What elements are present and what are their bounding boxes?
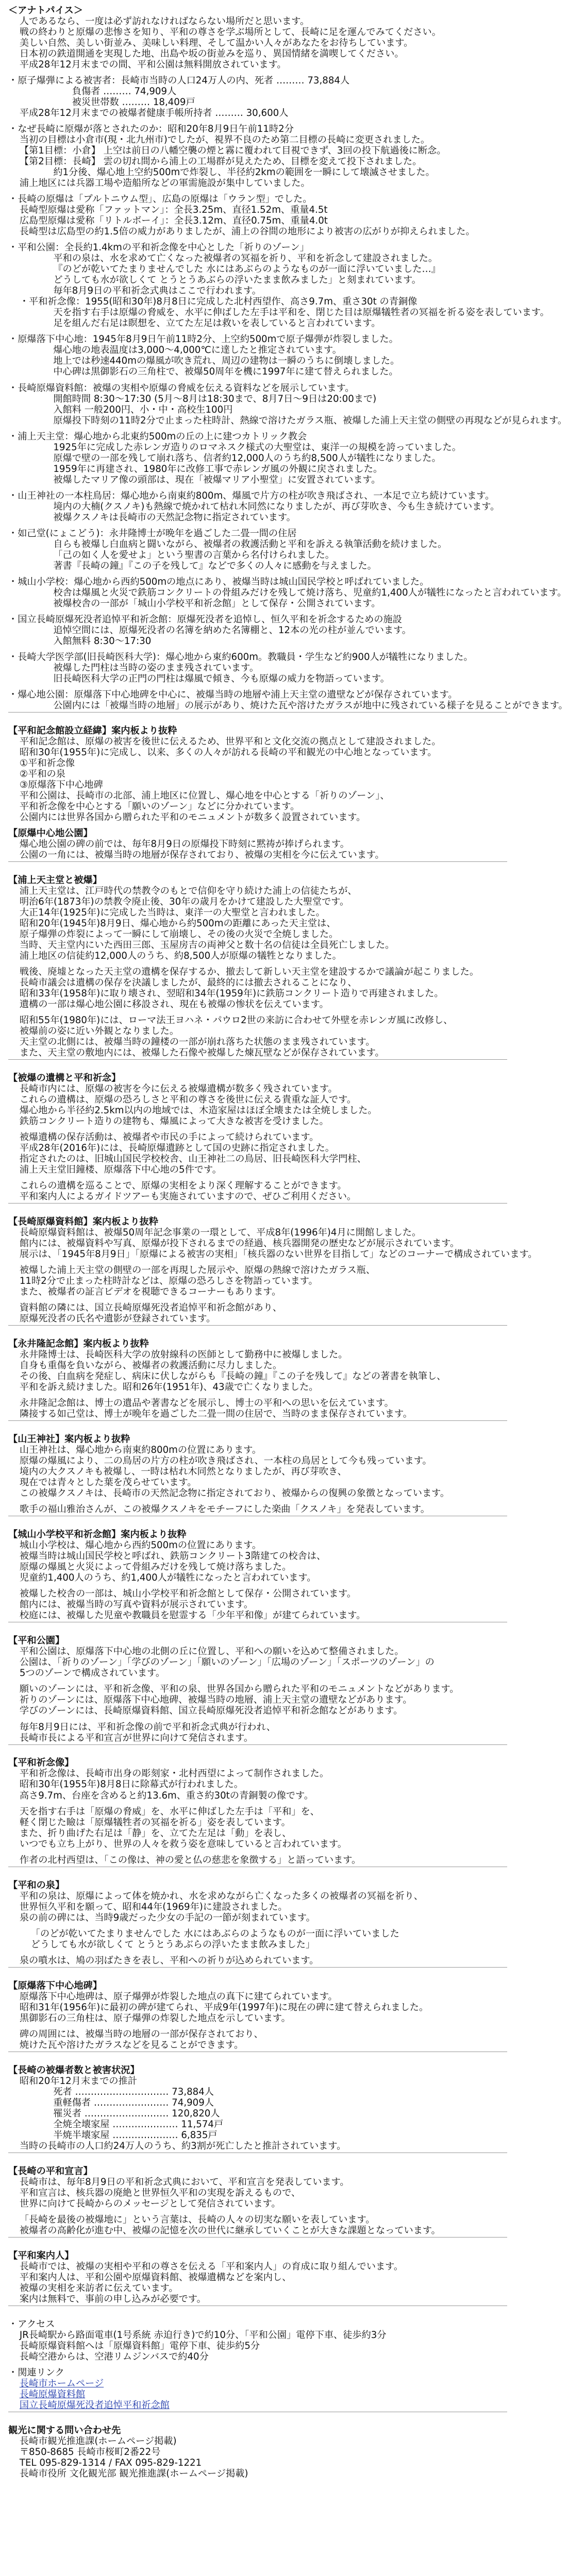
text-line: 地上では秒速440mの爆風が吹き荒れ、周辺の建物は一瞬のうちに倒壊しました。 <box>53 355 400 367</box>
text-line: 被爆クスノキは長崎市の天然記念物に指定されています。 <box>53 512 296 523</box>
section-divider <box>8 1059 507 1071</box>
section-divider <box>8 1516 507 1527</box>
text-line: どうしても水が欲しくて とうとうあぶらの浮いたまま飲みました」 <box>30 1939 315 1950</box>
section-heading: 【平和公園】 <box>8 1635 65 1647</box>
spacer <box>8 426 507 431</box>
text-line: ・国立長崎原爆死没者追悼平和祈念館：原爆死没者を追悼し、恒久平和を祈念するための施設 <box>8 614 402 625</box>
text-line: 長崎市長による平和宣言が世界に向けて発信されます。 <box>19 1732 254 1743</box>
text-line: 長崎市役所 文化観光部 観光推進課(ホームページ掲載) <box>19 2468 248 2479</box>
text-line: 永井隆記念館は、博士の遺品や著書などを展示し、博士の平和への思いを伝えています。 <box>19 1398 394 1409</box>
section-heading: 【平和記念館設立経緯】案内板より抜粋 <box>8 725 177 736</box>
text-line: ③原爆落下中心地碑 <box>19 779 103 790</box>
text-line: ・関連リンク <box>8 2367 64 2378</box>
text-line: 展示は、「1945年8月9日」「原爆による被害の実相」「核兵器のない世界を目指して」などのコーナーで構成されています。 <box>19 1249 538 1260</box>
text-line: 著書『長崎の鐘』『この子を残して』などで多くの人々に感動を与えました。 <box>53 560 377 571</box>
text-line: 願いのゾーンには、平和祈念像、平和の泉、世界各国から贈られた平和のモニュメントなどがあります。 <box>19 1684 459 1695</box>
text-line: 昭和20年(1945年)8月9日、爆心地から約500mの距離にあった天主堂は、 <box>19 918 336 929</box>
spacer <box>8 237 507 242</box>
text-line: 原子爆弾の炸裂によって一瞬にして崩壊し、その後の火災で全焼しました。 <box>19 929 339 940</box>
text-line: 昭和30年(1955年)8月8日に除幕式が行われました。 <box>19 1779 243 1790</box>
text-line: 中心碑は黒御影石の三角柱で、被爆50周年を機に1997年に建て替えられました。 <box>53 366 398 378</box>
text-line: ①平和祈念像 <box>19 757 75 769</box>
text-line: 1925年に完成した赤レンガ造りのロマネスク様式の大聖堂は、東洋一の規模を誇っていました。 <box>53 442 461 453</box>
text-line: これらの遺構を巡ることで、原爆の実相をより深く理解することができます。 <box>19 1180 347 1192</box>
text-line: 人であるなら、一度は必ず訪れなければならない場所だと思います。 <box>19 16 310 27</box>
text-line: また、折り曲げた右足は「静」を、立てた左足は「動」を表し、 <box>19 1827 292 1839</box>
spacer <box>8 329 507 334</box>
text-line: 美しい自然、美しい街並み、美味しい料理、そして温かい人々があなたをお待ちしています。 <box>19 38 413 49</box>
text-line: その後、白血病を発症し、病床に伏しながらも『長崎の鐘』『この子を残して』などの著書を執筆し、 <box>19 1371 446 1382</box>
section-heading: 【平和案内人】 <box>8 2250 74 2261</box>
text-line: 世界に向けて長崎からのメッセージとして発信されています。 <box>19 2198 281 2209</box>
text-line: 〒850-8685 長崎市桜町2番22号 <box>19 2446 161 2458</box>
section-divider <box>8 2052 507 2063</box>
text-line: 隣接する如己堂は、博士が晩年を過ごした二畳一間の住居で、当時のまま保存されています。 <box>19 1409 412 1420</box>
text-line: ・なぜ長崎に原爆が落とされたのか：昭和20年8月9日午前11時2分 <box>8 124 294 135</box>
text-line: 長崎原爆資料館は、被爆50周年記念事業の一環として、平成8年(1996年)4月に開館しました。 <box>19 1227 422 1239</box>
section-heading: 【平和の泉】 <box>8 1879 65 1891</box>
text-line: 平和案内人は、平和公園や原爆資料館、被爆遺構などを案内し、 <box>19 2272 292 2283</box>
text-line: 資料館の隣には、国立長崎原爆死没者追悼平和祈念館があり、 <box>19 1302 282 1314</box>
text-line: 被災世帯数 ……… 18,409戸 <box>72 97 195 108</box>
text-line: 広島型原爆は愛称「リトルボーイ」：全長3.12m、直径0.75m、重量4.0t <box>19 215 328 227</box>
text-line: 長崎市内には、原爆の被害を今に伝える被爆遺構が数多く残されています。 <box>19 1083 338 1095</box>
section-divider <box>8 2153 507 2164</box>
text-line: 平和祈念像を中心とする「願いのゾーン」などに分かれています。 <box>19 801 300 812</box>
spacer <box>8 1175 507 1180</box>
text-line: 軽く閉じた瞼は「原爆犠牲者の冥福を祈る」姿を表しています。 <box>19 1817 291 1828</box>
text-line: ・長崎の原爆は「プルトニウム型」、広島の原爆は「ウラン型」でした。 <box>8 194 312 205</box>
text-line: 昭和33年(1958年)に取り壊され、翌昭和34年(1959年)に鉄筋コンクリート造りで再建されました。 <box>19 988 444 999</box>
text-line: 旧長崎医科大学の正門の門柱は爆風で傾き、今も原爆の威力を物語っています。 <box>53 673 390 684</box>
spacer <box>8 1010 507 1015</box>
text-line: 5つのゾーンで構成されています。 <box>19 1668 165 1679</box>
spacer <box>8 1260 507 1265</box>
text-line: 1959年に再建され、1980年に改修工事で赤レンガ風の外観に戻されました。 <box>53 463 383 474</box>
spacer <box>8 961 507 967</box>
spacer <box>8 1950 507 1955</box>
text-line: 平成28年12月末までの間、平和公園は無料開放されています。 <box>19 59 287 71</box>
section-divider <box>8 712 507 723</box>
text-line: 山王神社は、爆心地から南東約800mの位置にあります。 <box>19 1445 262 1456</box>
text-line: 被爆の実相を来訪者に伝えています。 <box>19 2282 178 2294</box>
text-line: また、被爆者の証言ビデオを視聴できるコーナーもあります。 <box>19 1286 281 1298</box>
spacer <box>8 1923 507 1928</box>
text-line: 当時、天主堂内にいた西田三郎、玉屋房吉の両神父と数十名の信徒は全員死亡しました。 <box>19 940 395 951</box>
text-line: 鉄筋コンクリート造りの建物も、爆風によって大きな被害を受けました。 <box>19 1116 329 1127</box>
text-line: 死者 ………………………… 73,884人 <box>53 2086 214 2097</box>
text-line: 平成28年(2016年)には、長崎原爆遺跡として国の史跡に指定されました。 <box>19 1143 335 1154</box>
text-line: 長崎原爆資料館へは「原爆資料館」電停下車、徒歩約5分 <box>19 2340 260 2351</box>
spacer <box>8 485 507 490</box>
text-line: ・如己堂(にょこどう)：永井隆博士が晩年を過ごした二畳一間の住居 <box>8 528 297 539</box>
spacer <box>8 2209 507 2214</box>
text-line: 日本初の鉄道開通を実現した地、出島や坂の街並みを巡り、異国情緒を満喫してください。 <box>19 48 404 60</box>
section-divider <box>8 1325 507 1336</box>
text-line: 当初の目標は小倉市(現・北九州市)でしたが、視界不良のため第二目標の長崎に変更されました。 <box>19 134 430 146</box>
text-line: 天主堂の北側には、被爆当時の鐘楼の一部が崩れ落ちた状態のまま残されています。 <box>19 1037 375 1048</box>
text-line: 平成28年12月末までの被爆者健康手帳所持者 ……… 30,600人 <box>19 108 289 119</box>
text-line: 開館時間 8:30〜17:30 (5月〜8月は18:30まで、8月7日〜9日は20:00まで) <box>53 393 377 404</box>
text-line: 城山小学校は、爆心地から西約500mの位置にあります。 <box>19 1540 262 1551</box>
text-line: 浦上地区には兵器工場や造船所などの軍需施設が集中していました。 <box>19 178 310 189</box>
text-line: 被爆遺構の保存活動は、被爆者や市民の手によって続けられています。 <box>19 1132 319 1143</box>
section-heading: 観光に関する問い合わせ先 <box>8 2425 121 2436</box>
text-line: 永井隆博士は、長崎医科大学の放射線科の医師として勤務中に被爆しました。 <box>19 1349 348 1361</box>
spacer <box>8 823 507 828</box>
related-link[interactable]: 長崎市ホームページ <box>19 2378 104 2389</box>
text-line: 学びのゾーンには、長崎原爆資料館、国立長崎原爆死没者追悼平和祈念館などがあります。 <box>19 1705 403 1717</box>
text-line: 泉の前の碑には、当時9歳だった少女の手記の一節が刻まれています。 <box>19 1912 315 1923</box>
text-line: ・平和公園：全長約1.4kmの平和祈念像を中心とした「祈りのゾーン」 <box>8 242 309 253</box>
text-line: JR長崎駅から路面電車(1号系統 赤迫行き)で約10分、「平和公園」電停下車、徒歩約3分 <box>19 2329 387 2341</box>
section-heading: 【被爆の遺構と平和祈念】 <box>8 1073 121 1084</box>
spacer <box>8 1583 507 1588</box>
text-line: 天を指す右手は「原爆の脅威」を、水平に伸ばした左手は「平和」を、 <box>19 1806 320 1817</box>
section-heading: 【永井隆記念館】案内板より抜粋 <box>8 1338 149 1350</box>
text-line: 爆心地から半径約2.5km以内の地域では、木造家屋はほぼ全壊または全焼しました。 <box>19 1105 377 1116</box>
text-line: 原爆の爆風と火災によって骨組みだけを残して焼け落ちました。 <box>19 1562 292 1573</box>
text-line: 【第1目標：小倉】 上空は前日の八幡空襲の煙と霧に覆われて目視できず、3回の投下航過後に断念。 <box>19 145 446 157</box>
text-line: 自らも被爆し白血病と闘いながら、被爆者の救護活動と平和を訴える執筆活動を続けました。 <box>53 538 447 550</box>
text-line: TEL 095-829-1314 / FAX 095-829-1221 <box>19 2457 202 2468</box>
section-heading: 【長崎の被爆者数と被害状況】 <box>8 2064 140 2076</box>
text-line: 公園内には「被爆当時の地層」の展示があり、焼けた瓦や溶けたガラスが地中に残されている様子を見ることができます。 <box>53 700 568 711</box>
section-heading: 【原爆落下中心地碑】 <box>8 1980 102 1991</box>
section-heading: 【浦上天主堂と被爆】 <box>8 874 102 886</box>
text-line: 追悼空間には、原爆死没者の名簿を納めた名簿棚と、12本の光の柱が並んでいます。 <box>53 624 411 636</box>
text-line: 平和の泉は、水を求めて亡くなった被爆者の冥福を祈り、平和を祈念して建設されました。 <box>53 253 438 264</box>
section-divider <box>8 2412 507 2423</box>
text-line: 平和を訴え続けました。昭和26年(1951年)、43歳で亡くなりました。 <box>19 1382 319 1393</box>
section-divider <box>8 2306 507 2317</box>
section-divider <box>8 1967 507 1978</box>
section-divider <box>8 1744 507 1756</box>
text-line: 負傷者 ……… 74,909人 <box>72 86 177 97</box>
text-line: ・長崎大学医学部(旧長崎医科大学)：爆心地から東約600m。教職員・学生など約900人が犠牲になりました。 <box>8 651 473 663</box>
spacer <box>8 1850 507 1855</box>
text-line: 平和案内人によるガイドツアーも実施されていますので、ぜひご利用ください。 <box>19 1191 357 1202</box>
text-line: ・平和祈念像：1955(昭和30年)8月8日に完成した北村西望作、高さ9.7m、重さ30t の青銅像 <box>19 296 417 308</box>
text-line: 原爆で壁の一部を残して崩れ落ち、信者約12,000人のうち約8,500人が犠牲になりました。 <box>53 452 441 464</box>
text-line: 「のどが乾いてたまりませんでした 水にはあぶらのようなものが一面に浮いていました <box>30 1928 399 1939</box>
spacer <box>8 1717 507 1722</box>
text-line: 黒御影石の三角柱は、原子爆弾の炸裂した地点を示しています。 <box>19 2012 291 2024</box>
text-line: 昭和31年(1956年)に最初の碑が建てられ、平成9年(1997年)に現在の碑に建て替えられました。 <box>19 2002 429 2013</box>
spacer <box>8 647 507 652</box>
text-line: 被爆前の姿に近い外観となりました。 <box>19 1026 179 1037</box>
section-divider <box>8 1203 507 1214</box>
section-heading: ＜アナトパイス＞ <box>8 5 83 16</box>
spacer <box>8 70 507 75</box>
text-line: 平和公園は、原爆落下中心地の北側の丘に位置し、平和への願いを込めて整備されました。 <box>19 1646 404 1657</box>
spacer <box>8 523 507 528</box>
section-divider <box>8 2237 507 2248</box>
text-line: この被爆クスノキは、長崎市の天然記念物に指定されており、被爆からの復興の象徴となっています。 <box>19 1488 450 1499</box>
text-line: 昭和30年(1955年)に完成し、以来、多くの人々が訪れる長崎の平和観光の中心地となっています。 <box>19 747 437 758</box>
text-line: ・原子爆弾による被害者：長崎市当時の人口24万人の内、死者 ……… 73,884人 <box>8 75 350 87</box>
text-line: 平和記念館は、原爆の被害を後世に伝えるため、世界平和と文化交流の拠点として建設されました。 <box>19 736 441 747</box>
text-line: 作者の北村西望は、「この像は、神の愛と仏の慈悲を象徴する」と語っています。 <box>19 1854 361 1866</box>
text-line: 毎年8月9日には、平和祈念像の前で平和祈念式典が行われ、 <box>19 1721 276 1733</box>
text-line: 爆心地の地表温度は3,000〜4,000℃に達したと推定されています。 <box>53 345 342 356</box>
text-line: 原爆の爆風により、二の鳥居の片方の柱が吹き飛ばされ、一本柱の鳥居として今も残っています。 <box>19 1455 432 1467</box>
text-line: 爆心地公園の碑の前では、毎年8月9日の原爆投下時刻に黙祷が捧げられます。 <box>19 839 349 850</box>
spacer <box>8 189 507 194</box>
text-line: 境内の大クスノキも被爆し、一時は枯れ木同然となりましたが、再び芽吹き、 <box>19 1466 347 1478</box>
section-divider <box>8 1622 507 1633</box>
text-line: 校舎は爆風と火災で鉄筋コンクリートの骨組みだけを残して焼け落ち、児童約1,400人が犠牲になったと言われています。 <box>53 587 567 598</box>
spacer <box>8 1127 507 1132</box>
text-line: 被爆当時は城山国民学校と呼ばれ、鉄筋コンクリート3階建ての校舎は、 <box>19 1551 326 1562</box>
spacer <box>8 2362 507 2367</box>
text-line: 昭和20年12月末までの推計 <box>19 2075 137 2087</box>
text-line: 長崎型は広島型の約1.5倍の威力がありましたが、浦上の谷間の地形により被害の広がりが抑えられました。 <box>19 226 475 238</box>
text-line: 館内には、被爆当時の写真や資料が展示されています。 <box>19 1599 254 1611</box>
spacer <box>8 378 507 383</box>
text-line: 長崎市は、毎年8月9日の平和祈念式典において、平和宣言を発表しています。 <box>19 2176 349 2188</box>
text-line: 11時2分で止まった柱時計などは、原爆の恐ろしさを物語っています。 <box>19 1276 318 1287</box>
text-line: 公園内には世界各国から贈られた平和のモニュメントが数多く設置されています。 <box>19 811 366 823</box>
spacer <box>8 609 507 614</box>
text-line: ②平和の泉 <box>19 768 65 779</box>
spacer <box>8 571 507 577</box>
text-line: これらの遺構は、原爆の恐ろしさと平和の尊さを後世に伝える貴重な証人です。 <box>19 1094 357 1106</box>
spacer <box>8 1499 507 1504</box>
spacer <box>8 1801 507 1806</box>
section-divider <box>8 1420 507 1432</box>
section-heading: 【長崎の平和宣言】 <box>8 2165 93 2177</box>
text-line: 泉の噴水は、鳩の羽ばたきを表し、平和への祈りが込められています。 <box>19 1955 319 1966</box>
text-line: 半焼半壊家屋 ………………… 6,835戸 <box>53 2129 218 2141</box>
text-line: 平和祈念像は、長崎市出身の彫刻家・北村西望によって制作されました。 <box>19 1768 329 1780</box>
related-link[interactable]: 長崎原爆資料館 <box>19 2388 86 2400</box>
text-line: 約1分後、爆心地上空約500mで炸裂し、半径約2kmの範囲を一瞬にして壊滅させました。 <box>53 167 435 178</box>
spacer <box>8 1393 507 1398</box>
spacer <box>8 1297 507 1302</box>
text-line: 平和の泉は、原爆によって体を焼かれ、水を求めながら亡くなった多くの被爆者の冥福を祈り、 <box>19 1890 423 1902</box>
text-line: 公園は、「祈りのゾーン」「学びのゾーン」「願いのゾーン」「広場のゾーン」「スポーツのゾーン」の <box>19 1657 435 1668</box>
text-line: 境内の大楠(クスノキ)も熱線で焼かれて枯れ木同然になりましたが、再び芽吹き、今も生き続けています。 <box>53 501 500 512</box>
text-line: 原爆死没者の氏名や遺影が登録されています。 <box>19 1313 216 1325</box>
text-line: 世界恒久平和を願って、昭和44年(1969年)に建設されました。 <box>19 1901 288 1912</box>
text-line: いつでも立ち上がり、世界の人々を救う姿を意味していると言われています。 <box>19 1838 347 1850</box>
text-line: 「己の如く人を愛せよ」という聖書の言葉から名付けられました。 <box>53 549 335 561</box>
text-line: 戦の終わりと原爆の悲惨さを知り、平和の尊さを学ぶ場所として、長崎に足を運んでみてください。 <box>19 27 441 38</box>
section-heading: 【城山小学校平和祈念館】案内板より抜粋 <box>8 1529 187 1540</box>
text-line: 浦上天主堂は、江戸時代の禁教令のもとで信仰を守り続けた浦上の信徒たちが、 <box>19 885 357 896</box>
text-line: 入館無料 8:30〜17:30 <box>53 635 152 647</box>
text-line: 『のどが乾いてたまりませんでした 水にはあぶらのようなものが一面に浮いていました…』 <box>53 264 441 275</box>
text-line: 被爆校舎の一部が「城山小学校平和祈念館」として保存・公開されています。 <box>53 598 381 609</box>
text-line: 浦上地区の信徒約12,000人のうち、約8,500人が原爆の犠牲となりました。 <box>19 951 342 962</box>
text-line: 平和宣言は、核兵器の廃絶と世界恒久平和の実現を訴えるもので、 <box>19 2187 301 2198</box>
text-line: 現在では青々とした葉を茂らせています。 <box>19 1477 197 1488</box>
text-line: ・爆心地公園：原爆落下中心地碑を中心に、被爆当時の地層や浦上天主堂の遺壁などが保存されています。 <box>8 689 458 700</box>
text-line: 被爆者の高齢化が進む中、被爆の記憶を次の世代に継承していくことが大きな課題となっています。 <box>19 2225 441 2236</box>
text-line: 被爆したマリア像の頭部は、現在「被爆マリア小聖堂」に安置されています。 <box>53 474 381 485</box>
text-line: 祈りのゾーンには、原爆落下中心地碑、被爆当時の地層、浦上天主堂の遺壁などがあります。 <box>19 1694 412 1706</box>
text-line: ・長崎原爆資料館：被爆の実相や原爆の脅威を伝える資料などを展示しています。 <box>8 382 355 394</box>
text-line: 長崎型原爆は愛称「ファットマン」：全長3.25m、直径1.52m、重量4.5t <box>19 205 328 216</box>
text-line: 長崎市観光推進課(ホームページ掲載) <box>19 2435 177 2447</box>
section-heading: 【平和祈念像】 <box>8 1757 74 1769</box>
text-line: 歌手の福山雅治さんが、この被爆クスノキをモチーフにした楽曲「クスノキ」を発表しています。 <box>19 1504 430 1515</box>
spacer <box>8 118 507 124</box>
text-line: 全焼全壊家屋 ………………… 11,574戸 <box>53 2119 224 2130</box>
text-line: ・山王神社の一本柱鳥居：爆心地から南東約800m、爆風で片方の柱が吹き飛ばされ、一本足で立ち続けています。 <box>8 490 495 501</box>
text-line: 自身も重傷を負いながら、被爆者の救護活動に尽力しました。 <box>19 1360 282 1371</box>
text-line: 毎年8月9日の平和祈念式典はここで行われます。 <box>53 285 261 297</box>
section-divider <box>8 1867 507 1878</box>
spacer <box>8 684 507 689</box>
text-line: 校庭には、被爆した児童や教職員を慰霊する「少年平和像」が建てられています。 <box>19 1610 366 1621</box>
text-line: 被爆した門柱は当時の姿のまま残されています。 <box>53 662 259 673</box>
spacer <box>8 2024 507 2029</box>
text-line: 長崎空港からは、空港リムジンバスで約40分 <box>19 2351 209 2362</box>
text-line: 原爆投下時刻の11時2分で止まった柱時計、熱線で溶けたガラス瓶、被爆した浦上天主堂の側壁の再現などが見られます。 <box>53 415 567 426</box>
text-line: ・原爆落下中心地：1945年8月9日午前11時2分、上空約500mで原子爆弾が炸裂しました。 <box>8 334 398 345</box>
text-line: 明治6年(1873年)の禁教令廃止後、30年の歳月をかけて建設した大聖堂です。 <box>19 896 349 907</box>
text-line: 児童約1,400人のうち、約1,400人が犠牲になったと言われています。 <box>19 1572 316 1584</box>
text-line: 浦上天主堂旧鐘楼、原爆落下中心地の5件です。 <box>19 1164 222 1176</box>
section-divider <box>8 861 507 873</box>
text-line: 被爆した浦上天主堂の側壁の一部を再現した展示や、原爆の熱線で溶けたガラス瓶、 <box>19 1265 376 1276</box>
text-line: また、天主堂の敷地内には、被爆した石像や被爆した煉瓦壁などが保存されています。 <box>19 1047 385 1059</box>
text-line: 天を指す右手は原爆の脅威を、水平に伸ばした左手は平和を、閉じた目は原爆犠牲者の冥福を祈る姿を表しています。 <box>53 307 549 318</box>
section-heading: 【原爆中心地公園】 <box>8 827 93 839</box>
text-line: 館内には、被爆資料や写真、原爆が投下されるまでの経過、核兵器開発の歴史などが展示されています。 <box>19 1238 460 1249</box>
text-line: 原爆落下中心地碑は、原子爆弾が炸裂した地点の真下に建てられています。 <box>19 1991 338 2002</box>
text-line: 遺構の一部は爆心地公園に移設され、現在も被爆の惨状を伝えています。 <box>19 999 329 1010</box>
related-link[interactable]: 国立長崎原爆死没者追悼平和祈念館 <box>19 2399 170 2411</box>
text-line: 「長崎を最後の被爆地に」という言葉は、長崎の人々の切実な願いを表しています。 <box>19 2214 375 2225</box>
text-line: 碑の周囲には、被爆当時の地層の一部が保存されており、 <box>19 2028 263 2040</box>
text-line: 被爆した校舎の一部は、城山小学校平和祈念館として保存・公開されています。 <box>19 1588 357 1600</box>
spacer <box>8 1679 507 1684</box>
text-line: 足を組んだ右足は瞑想を、立てた左足は救いを表していると言われています。 <box>53 318 381 329</box>
text-line: 公園の一角には、被爆当時の地層が保存されており、被爆の実相を今に伝えています。 <box>19 850 385 861</box>
text-line: 昭和55年(1980年)には、ローマ法王ヨハネ・パウロ2世の来訪に合わせて外壁を赤レンガ風に改修し、 <box>19 1015 453 1026</box>
text-line: 高さ9.7m、台座を含めると約13.6m、重さ約30tの青銅製の像です。 <box>19 1790 314 1801</box>
section-heading: 【長崎原爆資料館】案内板より抜粋 <box>8 1216 159 1228</box>
section-heading: 【山王神社】案内板より抜粋 <box>8 1434 130 1445</box>
text-line: どうしても水が欲しくて とうとうあぶらの浮いたまま飲みました」と刻まれています。 <box>53 275 421 286</box>
text-line: 指定されたのは、旧城山国民学校校舎、山王神社二の鳥居、旧長崎医科大学門柱、 <box>19 1154 366 1165</box>
text-line: 入館料 一般200円、小・中・高校生100円 <box>53 404 233 415</box>
text-line: 長崎市では、被爆の実相や平和の尊さを伝える「平和案内人」の育成に取り組んでいます。 <box>19 2261 404 2272</box>
text-line: ・アクセス <box>8 2318 55 2330</box>
text-line: 長崎市議会は遺構の保存を決議しましたが、最終的には撤去されることになり、 <box>19 977 357 989</box>
text-line: 大正14年(1925年)に完成した当時は、東洋一の大聖堂と言われました。 <box>19 907 325 918</box>
text-line: ・城山小学校：爆心地から西約500mの地点にあり、被爆当時は城山国民学校と呼ばれていました。 <box>8 576 429 587</box>
text-line: 重軽傷者 …………………… 74,909人 <box>53 2097 214 2108</box>
text-line: 罹災者 ……………………… 120,820人 <box>53 2108 220 2119</box>
text-line: 戦後、廃墟となった天主堂の遺構を保存するか、撤去して新しい天主堂を建設するかで議論が起こりました。 <box>19 967 479 978</box>
text-line: 案内は無料で、事前の申し込みが必要です。 <box>19 2293 206 2304</box>
text-line: ・浦上天主堂：爆心地から北東約500mの丘の上に建つカトリック教会 <box>8 431 307 442</box>
text-line: 【第2目標：長崎】 雲の切れ間から浦上の工場群が見えたため、目標を変えて投下されました。 <box>19 156 422 167</box>
text-line: 平和公園は、長崎市の北部、浦上地区に位置し、爆心地を中心とする「祈りのゾーン」、 <box>19 790 390 801</box>
text-line: 当時の長崎市の人口約24万人のうち、約3割が死亡したと推計されています。 <box>19 2140 346 2151</box>
text-line: 焼けた瓦や溶けたガラスなどを見ることができます。 <box>19 2039 244 2050</box>
